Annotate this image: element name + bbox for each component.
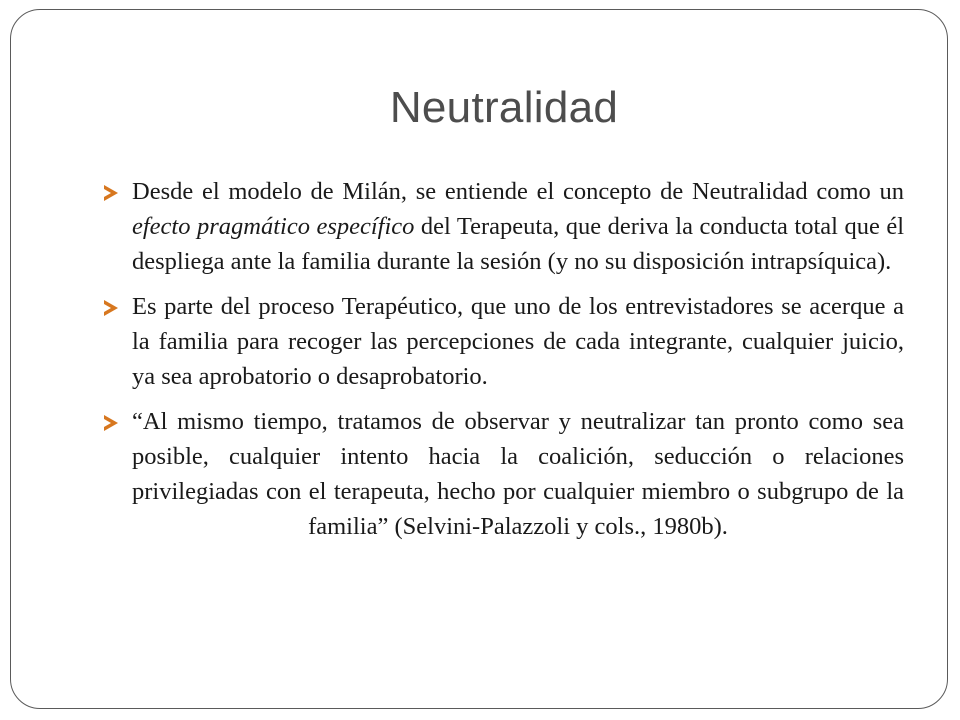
bullet-1-text-after: del Terapeuta, que deriva la conducta total que él despliega ante la familia durante la sesión (y no su disposición intrapsíquica). — [132, 213, 904, 275]
bullet-item-1 — [104, 174, 904, 279]
bullet-list — [104, 174, 904, 554]
bullet-1-text-before: Desde el modelo de Milán, se entiende el concepto de Neutralidad como un — [132, 178, 904, 205]
bullet-item-3 — [104, 404, 904, 544]
bullet-3-text: “Al mismo tiempo, tratamos de observar y neutralizar tan pronto como sea posible, cualquier intento hacia la coalición, seducción o relaciones privilegiadas con el terapeuta, hecho por cualquier miembro o subgrupo de la familia” (Selvini-Palazzoli y cols., 1980b). — [132, 408, 904, 540]
arrow-bullet-icon — [104, 415, 118, 431]
arrow-bullet-icon — [104, 185, 118, 201]
bullet-1-emphasis: efecto pragmático específico — [132, 213, 415, 240]
bullet-2-text: Es parte del proceso Terapéutico, que uno de los entrevistadores se acerque a la familia para recoger las percepciones de cada integrante, cualquier juicio, ya sea aprobatorio o desaprobatorio. — [132, 293, 904, 390]
bullet-item-2 — [104, 289, 904, 394]
slide-title: Neutralidad — [389, 83, 619, 132]
arrow-bullet-icon — [104, 300, 118, 316]
